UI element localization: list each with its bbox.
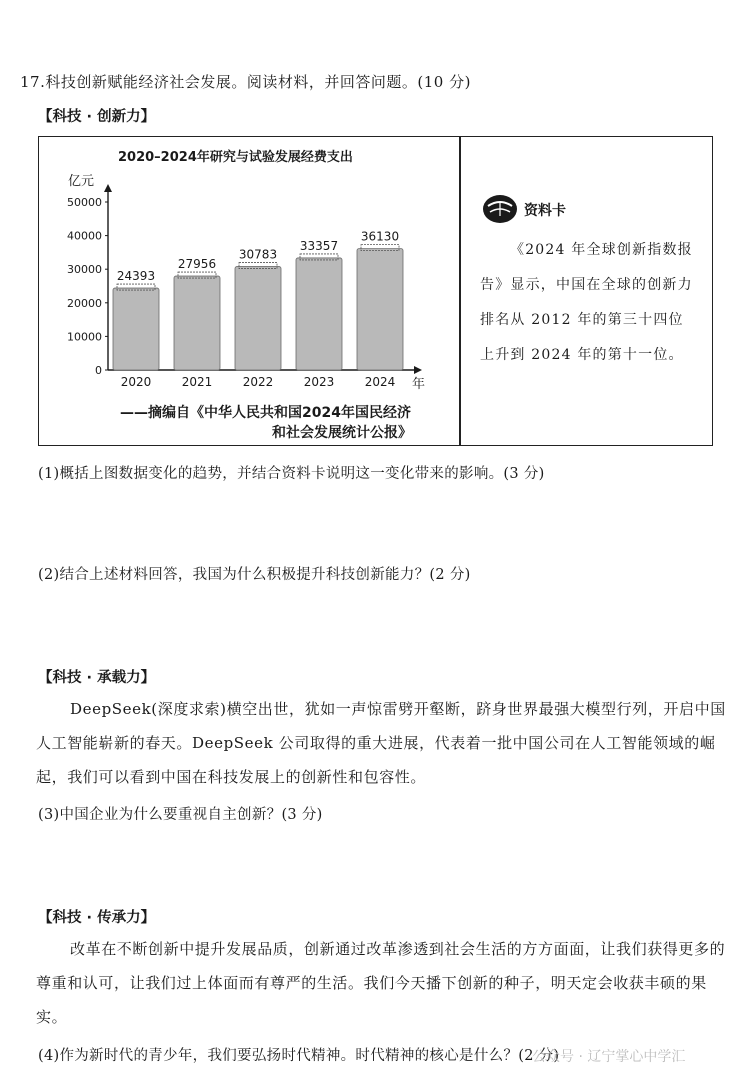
reform-paragraph: 改革在不断创新中提升发展品质，创新通过改革渗透到社会生活的方方面面，让我们获得更多的尊重和认可，让我们过上体面而有尊严的生活。我们今天播下创新的种子，明天定会收获丰硕的果实。 (36, 940, 726, 1026)
bar-2021 (174, 276, 220, 370)
bar-value-label: 30783 (238, 247, 278, 262)
bar-value-label: 27956 (177, 257, 217, 272)
x-axis-label: 年 (412, 377, 426, 392)
deepseek-paragraph: DeepSeek(深度求索)横空出世，犹如一声惊雷劈开壑断，跻身世界最强大模型行列，开启中国人工智能崭新的春天。DeepSeek 公司取得的重大进展，代表着一批中国公司在人工智能领域的崛起，我们可以看到中国在科技发展上的创新性和包容性。 (36, 700, 726, 786)
question-3: (3)中国企业为什么要重视自主创新？(3 分) (38, 807, 323, 823)
x-tick-label: 2023 (303, 375, 335, 389)
info-card-text: 《2024 年全球创新指数报告》显示，中国在全球的创新力排名从 2012 年的第三十四位上升到 2024 年的第十一位。 (480, 242, 693, 363)
bar-2023 (296, 258, 342, 370)
question-title: 17.科技创新赋能经济社会发展。阅读材料，并回答问题。(10 分) (20, 73, 471, 91)
chart-source-line1: ——摘编自《中华人民共和国2024年国民经济 (120, 405, 411, 421)
watermark: 公众号 · 辽宁掌心中学汇 (532, 1049, 686, 1065)
y-tick-label: 40000 (67, 229, 102, 243)
bar-value-label: 33357 (299, 238, 339, 253)
y-tick-label: 0 (95, 364, 102, 377)
section-header-heritage: 【科技 · 传承力】 (38, 910, 156, 926)
chart-source-line2: 和社会发展统计公报》 (272, 425, 412, 441)
section-header-innovation: 【科技 · 创新力】 (38, 109, 156, 125)
x-tick-label: 2020 (120, 375, 152, 389)
y-tick-label: 30000 (67, 263, 102, 277)
section-header-capacity: 【科技 · 承载力】 (38, 670, 156, 686)
bar-2020 (113, 288, 159, 370)
y-axis-arrow (104, 184, 112, 192)
figure-divider (459, 136, 461, 446)
info-card (462, 137, 712, 445)
bar-2022 (235, 267, 281, 370)
x-axis-arrow (414, 366, 422, 374)
question-1: (1)概括上图数据变化的趋势，并结合资料卡说明这一变化带来的影响。(3 分) (38, 466, 545, 482)
y-tick-label: 20000 (67, 296, 102, 310)
bar-value-label: 24393 (116, 269, 156, 284)
y-axis-label: 亿元 (68, 174, 95, 189)
bar-value-label: 36130 (360, 229, 400, 244)
rd-spending-chart (40, 138, 458, 444)
info-card-icon (482, 194, 518, 224)
x-tick-label: 2022 (242, 375, 274, 389)
question-4: (4)作为新时代的青少年，我们要弘扬时代精神。时代精神的核心是什么？(2 分) (38, 1048, 560, 1064)
x-tick-label: 2021 (181, 375, 213, 389)
y-tick-label: 50000 (67, 196, 102, 209)
x-tick-label: 2024 (364, 375, 396, 389)
chart-title: 2020–2024年研究与试验发展经费支出 (118, 150, 353, 165)
info-card-title: 资料卡 (524, 203, 566, 219)
y-tick-label: 10000 (67, 330, 102, 344)
question-2: (2)结合上述材料回答，我国为什么积极提升科技创新能力？(2 分) (38, 567, 471, 583)
bar-2024 (357, 249, 403, 370)
